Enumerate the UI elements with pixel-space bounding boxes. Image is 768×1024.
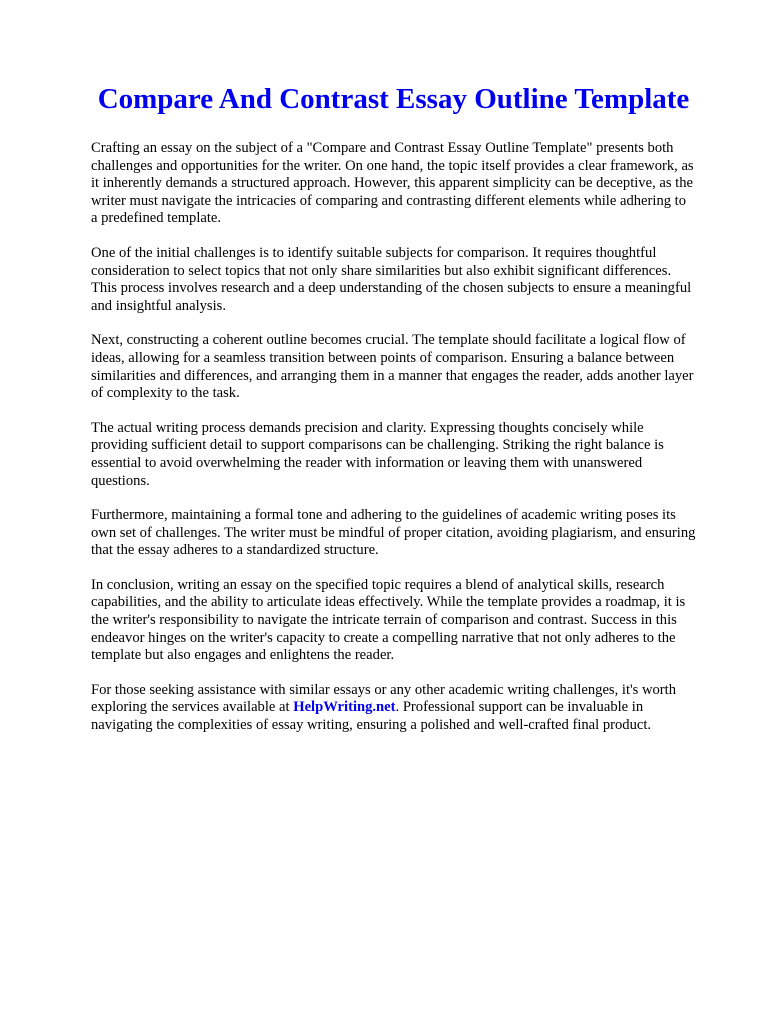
- helpwriting-link[interactable]: HelpWriting.net: [293, 699, 396, 716]
- paragraph-subjects: One of the initial challenges is to identify suitable subjects for comparison. It requires thoughtful consideration to select topics that not only share similarities but also exhibit significant differences. This process involves research and a deep understanding of the chosen subjects to ensure a meaningful and insightful analysis.: [91, 244, 692, 314]
- paragraph-assistance: [91, 682, 696, 735]
- paragraph-intro: Crafting an essay on the subject of a "Compare and Contrast Essay Outline Template" presents both challenges and opportunities for the writer. On one hand, the topic itself provides a clear framework, as it inherently demands a structured approach. However, this apparent simplicity can be deceptive, as the writer must navigate the intricacies of comparing and contrasting different elements while adhering to a predefined template.: [91, 140, 694, 227]
- paragraph-conclusion: In conclusion, writing an essay on the specified topic requires a blend of analytical skills, research capabilities, and the ability to articulate ideas effectively. While the template provides a roadmap, it is the writer's responsibility to navigate the intricate terrain of comparison and contrast. Success in this endeavor hinges on the writer's capacity to create a compelling narrative that not only adheres to the template but also engages and enlightens the reader.: [91, 576, 686, 664]
- paragraph-formal-tone: Furthermore, maintaining a formal tone and adhering to the guidelines of academic writing poses its own set of challenges. The writer must be mindful of proper citation, avoiding plagiarism, and ensuring that the essay adheres to a standardized structure.: [91, 507, 696, 559]
- assistance-text-before-link: For those seeking assistance with similar essays or any other academic writing challenges, it's worth exploring the services available at: [91, 681, 677, 716]
- paragraph-writing-process: The actual writing process demands precision and clarity. Expressing thoughts concisely while providing sufficient detail to support comparisons can be challenging. Striking the right balance is essential to avoid overwhelming the reader with information or leaving them with unanswered questions.: [91, 419, 664, 489]
- document-title: Compare And Contrast Essay Outline Template: [97, 83, 690, 115]
- assistance-text-after-link: . Professional support can be invaluable in navigating the complexities of essay writing, ensuring a polished and well-crafted final product.: [91, 699, 652, 734]
- paragraph-outline: Next, constructing a coherent outline becomes crucial. The template should facilitate a logical flow of ideas, allowing for a seamless transition between points of comparison. Ensuring a balance between similarities and differences, and arranging them in a manner that engages the reader, adds another layer of complexity to the task.: [91, 332, 694, 402]
